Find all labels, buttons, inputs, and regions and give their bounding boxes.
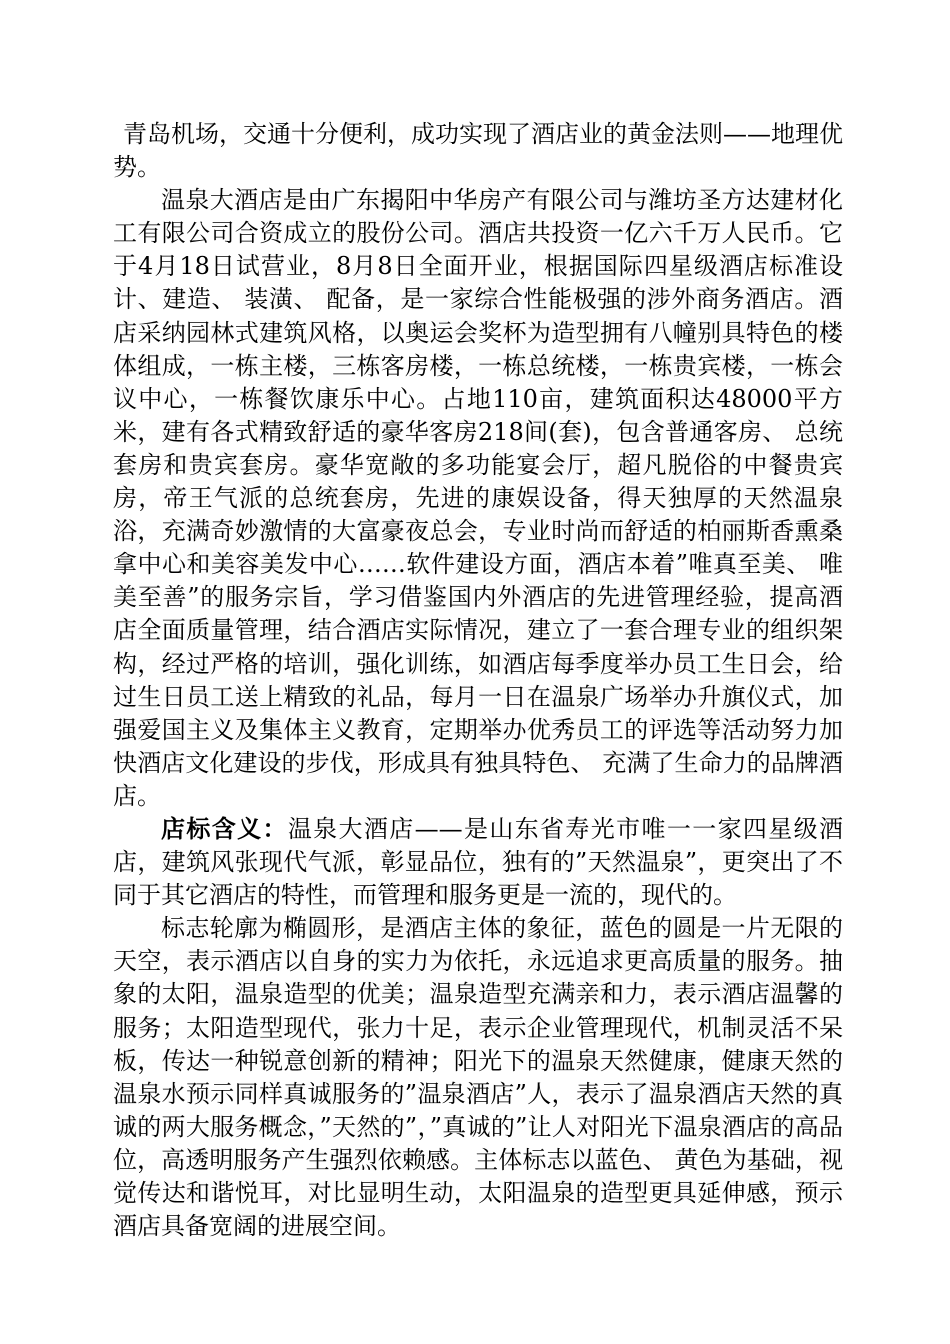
paragraph-text: 温泉大酒店是由广东揭阳中华房产有限公司与潍坊圣方达建材化工有限公司合资成立的股份公司。酒店共投资一亿六千万人民币。它于4月18日试营业，8月8日全面开业，根据国际四星级酒店标准设计、建造、 装潢、 配备，是一家综合性能极强的涉外商务酒店。酒店采纳园林式建筑风格，以奥运会奖杯为造型拥有八幢别具特色的楼体组成，一栋主楼，三栋客房楼，一栋总统楼，一栋贵宾楼，一栋会议中心，一栋餐饮康乐中心。占地110亩，建筑面积达48000平方米，建有各式精致舒适的豪华客房218间(套)，包含普通客房、 总统套房和贵宾套房。豪华宽敞的多功能宴会厅，超凡脱俗的中餐贵宾房，帝王气派的总统套房，先进的康娱设备，得天独厚的天然温泉浴，充满奇妙激情的大富豪夜总会，专业时尚而舒适的柏丽斯香熏桑拿中心和美容美发中心……软件建设方面，酒店本着”唯真至美、 唯美至善”的服务宗旨，学习借鉴国内外酒店的先进管理经验，提高酒店全面质量管理，结合酒店实际情况，建立了一套合理专业的组织架构，经过严格的培训，强化训练，如酒店每季度举办员工生日会，给过生日员工送上精致的礼品，每月一日在温泉广场举办升旗仪式，加强爱国主义及集体主义教育，定期举办优秀员工的评选等活动努力加快酒店文化建设的步伐，形成具有独具特色、 充满了生命力的品牌酒店。: [113, 186, 843, 810]
paragraph-text: 标志轮廓为椭圆形，是酒店主体的象征，蓝色的圆是一片无限的天空，表示酒店以自身的实力为依托，永远追求更高质量的服务。抽象的太阳，温泉造型的优美；温泉造型充满亲和力，表示酒店温馨的服务；太阳造型现代，张力十足，表示企业管理现代，机制灵活不呆板，传达一种锐意创新的精神；阳光下的温泉天然健康，健康天然的温泉水预示同样真诚服务的”温泉酒店”人，表示了温泉酒店天然的真诚的两大服务概念，”天然的”，”真诚的”让人对阳光下温泉酒店的高品位，高透明服务产生强烈依赖感。主体标志以蓝色、 黄色为基础，视觉传达和谐悦耳，对比显明生动，太阳温泉的造型更具延伸感，预示酒店具备宽阔的进展空间。: [113, 914, 843, 1241]
document-body: [113, 118, 843, 1243]
paragraph-logo-meaning: [113, 813, 843, 912]
paragraph-hotel-intro: [113, 184, 843, 813]
paragraph-text: 青岛机场，交通十分便利，成功实现了酒店业的黄金法则——地理优势。: [113, 120, 843, 182]
paragraph-logo-description: [113, 912, 843, 1243]
logo-meaning-label: 店标含义：: [161, 814, 288, 843]
paragraph-location: [113, 118, 843, 184]
paragraph-text: 温泉大酒店——是山东省寿光市唯一一家四星级酒店，建筑风张现代气派，彰显品位，独有的”天然温泉”，更突出了不同于其它酒店的特性，而管理和服务更是一流的，现代的。: [113, 814, 844, 910]
